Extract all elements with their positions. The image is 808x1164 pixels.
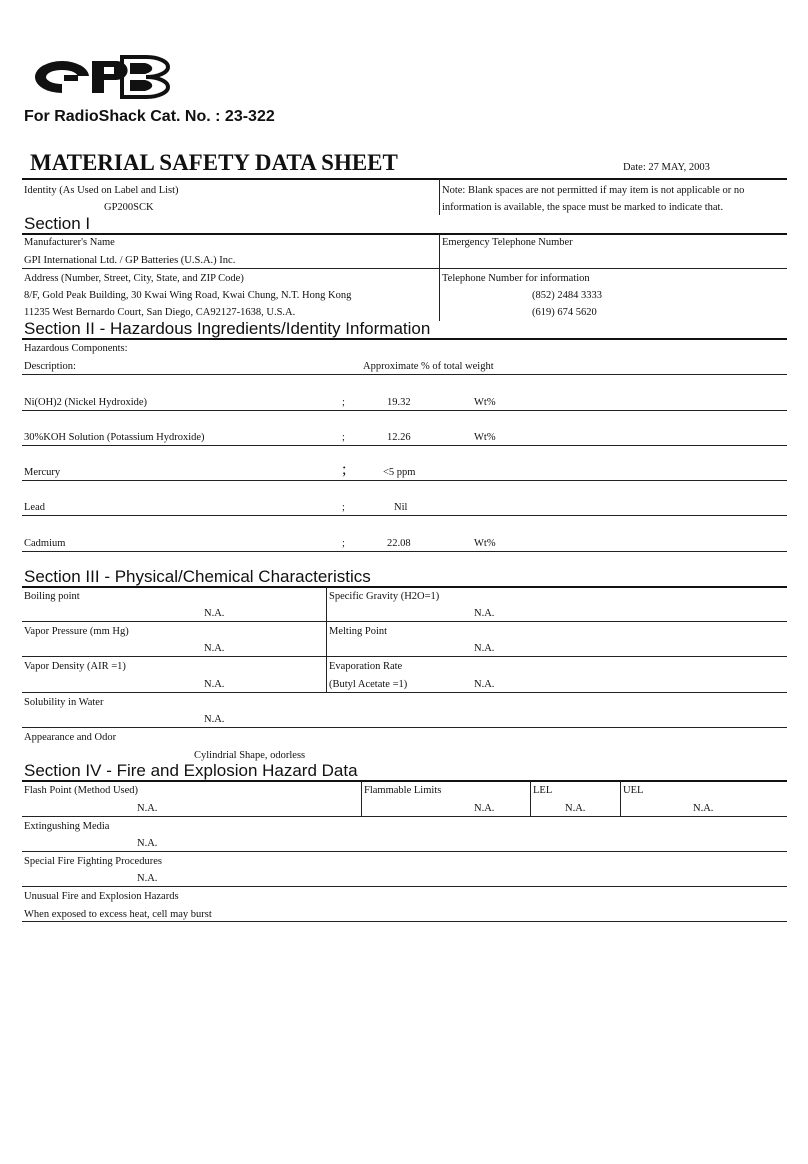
- ingredient-name: Lead: [24, 502, 45, 513]
- manufacturer-value: GPI International Ltd. / GP Batteries (U.S.A.) Inc.: [24, 255, 236, 266]
- ingredient-value: 19.32: [387, 397, 411, 408]
- divider: [22, 780, 787, 782]
- lel-label: LEL: [533, 785, 553, 796]
- vapor-density-value: N.A.: [204, 679, 225, 690]
- ingredient-separator: ;: [342, 432, 345, 443]
- ingredient-value: 22.08: [387, 538, 411, 549]
- melting-point-value: N.A.: [474, 643, 495, 654]
- ingredient-value: 12.26: [387, 432, 411, 443]
- ingredient-value: Nil: [394, 502, 408, 513]
- ingredient-value: <5 ppm: [383, 467, 416, 478]
- hazardous-components-label: Hazardous Components:: [24, 343, 128, 354]
- flammable-limits-value: N.A.: [474, 803, 495, 814]
- section-1-title: Section I: [24, 214, 91, 233]
- ingredient-separator: ;: [342, 461, 347, 478]
- ingredient-separator: ;: [342, 538, 345, 549]
- section-4-title: Section IV - Fire and Explosion Hazard Data: [24, 761, 358, 780]
- vapor-pressure-value: N.A.: [204, 643, 225, 654]
- address-label: Address (Number, Street, City, State, and ZIP Code): [24, 273, 244, 284]
- extinguishing-media-value: N.A.: [137, 838, 158, 849]
- identity-label: Identity (As Used on Label and List): [24, 185, 179, 196]
- ingredient-name: Ni(OH)2 (Nickel Hydroxide): [24, 397, 148, 408]
- divider: [22, 268, 787, 269]
- evaporation-rate-value: N.A.: [474, 679, 495, 690]
- document-date: Date: 27 MAY, 2003: [623, 162, 710, 173]
- boiling-point-label: Boiling point: [24, 591, 80, 602]
- divider: [530, 781, 531, 816]
- flash-point-value: N.A.: [137, 803, 158, 814]
- ingredient-name: Mercury: [24, 467, 61, 478]
- appearance-label: Appearance and Odor: [24, 732, 117, 743]
- divider: [22, 233, 787, 235]
- divider: [326, 587, 327, 693]
- divider: [22, 921, 787, 922]
- note-line-1: Note: Blank spaces are not permitted if may item is not applicable or no: [442, 185, 745, 196]
- ingredient-unit: Wt%: [474, 538, 496, 549]
- section-3-title: Section III - Physical/Chemical Characteristics: [24, 567, 371, 586]
- divider: [439, 234, 440, 321]
- fire-procedures-label: Special Fire Fighting Procedures: [24, 856, 162, 867]
- divider: [22, 480, 787, 481]
- divider: [22, 851, 787, 852]
- melting-point-label: Melting Point: [329, 626, 388, 637]
- description-label: Description:: [24, 361, 76, 372]
- divider: [22, 338, 787, 340]
- flammable-limits-label: Flammable Limits: [364, 785, 442, 796]
- fire-procedures-value: N.A.: [137, 873, 158, 884]
- identity-value: GP200SCK: [104, 202, 154, 213]
- boiling-point-value: N.A.: [204, 608, 225, 619]
- ingredient-separator: ;: [342, 397, 345, 408]
- address-line-1: 8/F, Gold Peak Building, 30 Kwai Wing Road, Kwai Chung, N.T. Hong Kong: [24, 290, 352, 301]
- explosion-hazards-label: Unusual Fire and Explosion Hazards: [24, 891, 179, 902]
- divider: [22, 586, 787, 588]
- appearance-value: Cylindrial Shape, odorless: [194, 750, 306, 761]
- uel-label: UEL: [623, 785, 644, 796]
- page-title: MATERIAL SAFETY DATA SHEET: [30, 150, 398, 175]
- ingredient-unit: Wt%: [474, 397, 496, 408]
- percent-weight-label: Approximate % of total weight: [363, 361, 494, 372]
- divider: [22, 886, 787, 887]
- divider: [22, 551, 787, 552]
- divider: [22, 816, 787, 817]
- info-phone-label: Telephone Number for information: [442, 273, 590, 284]
- gp-batteries-logo: [34, 54, 172, 100]
- divider: [22, 692, 787, 693]
- lel-value: N.A.: [565, 803, 586, 814]
- divider: [22, 515, 787, 516]
- flash-point-label: Flash Point (Method Used): [24, 785, 139, 796]
- divider: [361, 781, 362, 816]
- explosion-hazards-value: When exposed to excess heat, cell may burst: [24, 909, 212, 920]
- note-line-2: information is available, the space must be marked to indicate that.: [442, 202, 724, 213]
- divider: [22, 656, 787, 657]
- address-line-2: 11235 West Bernardo Court, San Diego, CA92127-1638, U.S.A.: [24, 307, 296, 318]
- divider: [620, 781, 621, 816]
- ingredient-unit: Wt%: [474, 432, 496, 443]
- divider: [22, 621, 787, 622]
- ingredient-separator: ;: [342, 502, 345, 513]
- manufacturer-label: Manufacturer's Name: [24, 237, 115, 248]
- solubility-label: Solubility in Water: [24, 697, 104, 708]
- evaporation-rate-label-2: (Butyl Acetate =1): [329, 679, 408, 690]
- info-phone-2: (619) 674 5620: [532, 307, 597, 318]
- divider: [22, 374, 787, 375]
- divider: [22, 178, 787, 180]
- divider: [22, 410, 787, 411]
- extinguishing-media-label: Extingushing Media: [24, 821, 110, 832]
- solubility-value: N.A.: [204, 714, 225, 725]
- info-phone-1: (852) 2484 3333: [532, 290, 602, 301]
- ingredient-name: 30%KOH Solution (Potassium Hydroxide): [24, 432, 205, 443]
- ingredient-name: Cadmium: [24, 538, 66, 549]
- divider: [22, 445, 787, 446]
- evaporation-rate-label: Evaporation Rate: [329, 661, 403, 672]
- vapor-density-label: Vapor Density (AIR =1): [24, 661, 126, 672]
- emergency-phone-label: Emergency Telephone Number: [442, 237, 573, 248]
- section-2-title: Section II - Hazardous Ingredients/Identity Information: [24, 319, 431, 338]
- uel-value: N.A.: [693, 803, 714, 814]
- specific-gravity-value: N.A.: [474, 608, 495, 619]
- vapor-pressure-label: Vapor Pressure (mm Hg): [24, 626, 129, 637]
- cat-number-line: For RadioShack Cat. No. : 23-322: [24, 108, 275, 125]
- divider: [439, 179, 440, 215]
- divider: [22, 727, 787, 728]
- specific-gravity-label: Specific Gravity (H2O=1): [329, 591, 440, 602]
